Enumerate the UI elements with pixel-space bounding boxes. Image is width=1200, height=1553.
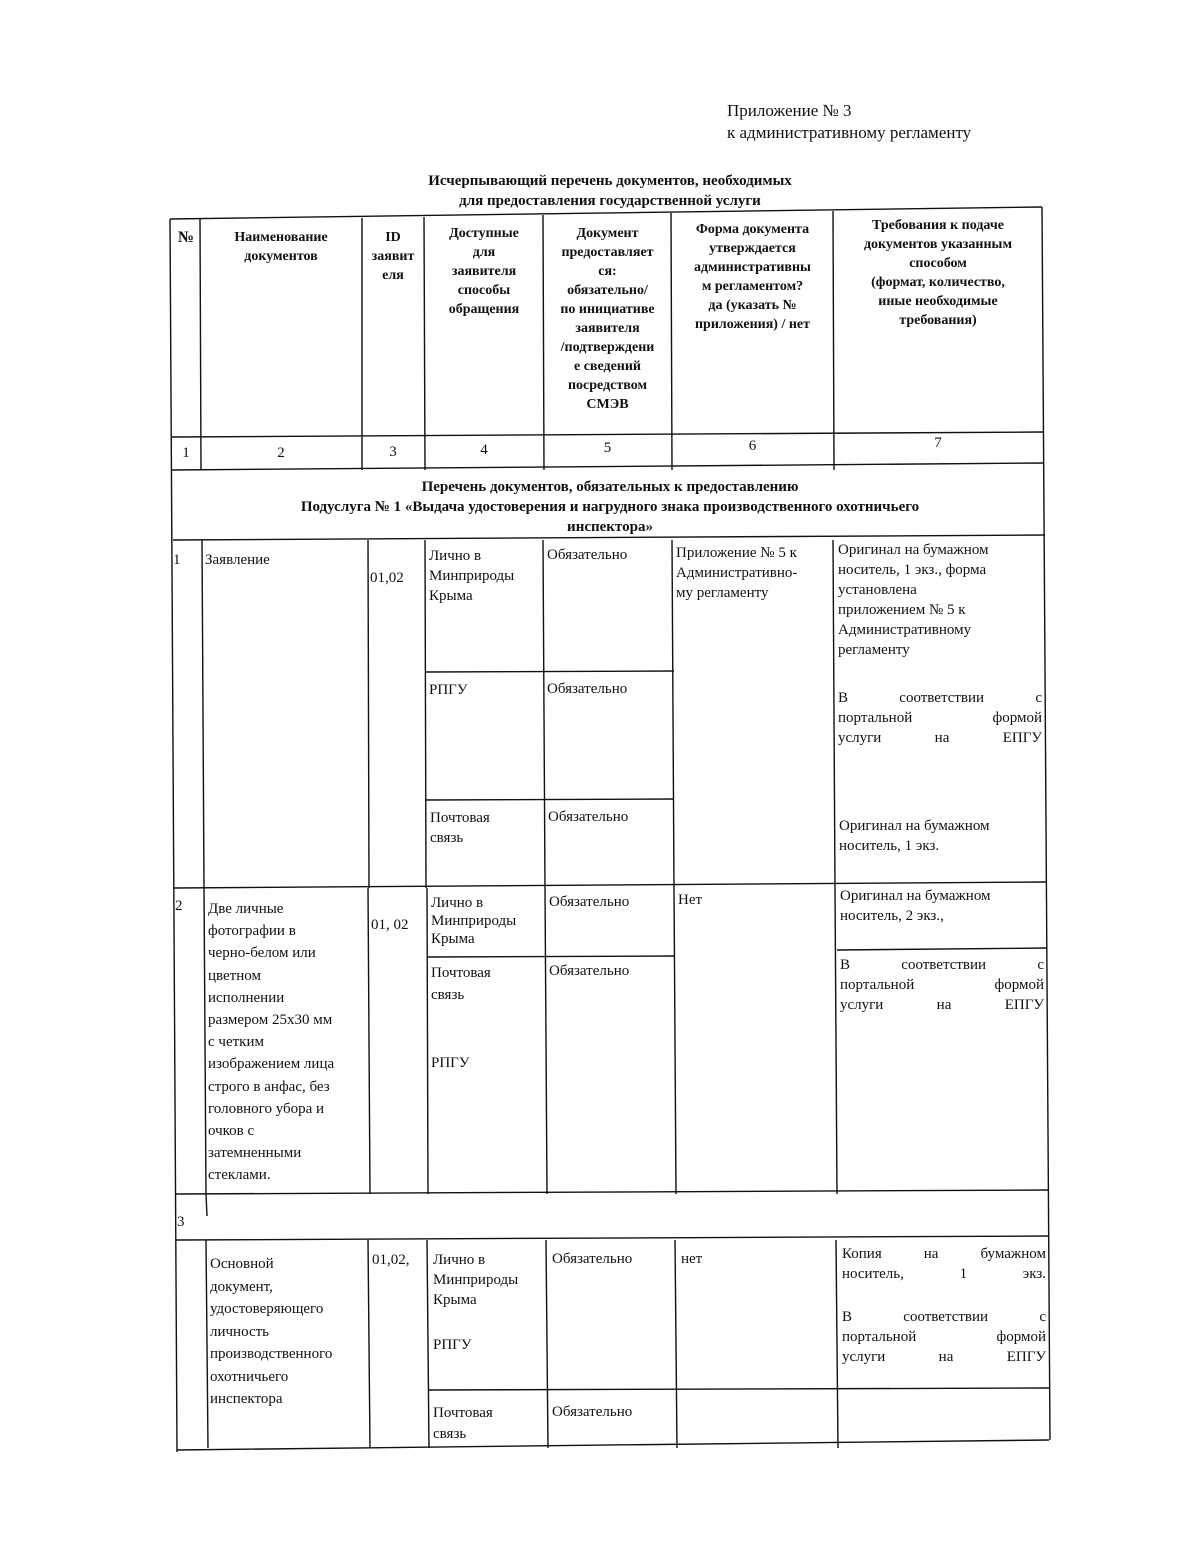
col-header-name: Наименование документов: [234, 230, 328, 264]
row-1-requirement-2: В соответствии с портальной формой услуги на ЕПГУ: [838, 690, 1042, 746]
col-header-number: №: [177, 229, 195, 246]
col-num-5: 5: [603, 440, 612, 456]
col-num-1: 1: [182, 445, 190, 461]
row-2-form: Нет: [678, 892, 703, 908]
row-1-provision-1: Обязательно: [547, 547, 628, 563]
row-1-provision-2: Обязательно: [547, 681, 628, 697]
row-3-requirement-1: Копия на бумажном носитель, 1 экз.: [842, 1246, 1046, 1282]
row-2-provision-1: Обязательно: [549, 894, 630, 910]
row-1-method-rpgu: РПГУ: [429, 682, 468, 698]
row-2-requirement-1: Оригинал на бумажном носитель, 2 экз.,: [840, 888, 991, 924]
row-2-method-rpgu: РПГУ: [431, 1055, 470, 1071]
appendix-number: Приложение № 3: [727, 101, 852, 120]
row-1-number: 1: [173, 552, 181, 568]
appendix-subtitle: к административному регламенту: [727, 123, 972, 142]
row-1-document-name: Заявление: [205, 552, 270, 568]
section-heading-line1: Перечень документов, обязательных к предоставлению: [421, 479, 799, 495]
row-3-method-post: Почтовая связь: [433, 1405, 493, 1442]
row-2-document-name: Две личные фотографии в черно-белом или цветном исполнении размером 25x30 мм с четким изображением лица строго в анфас, без головного убора и очков с затемненными стеклами.: [208, 901, 335, 1184]
col-num-2: 2: [277, 445, 285, 461]
row-2-number: 2: [175, 898, 183, 914]
row-3-method-rpgu: РПГУ: [433, 1337, 472, 1353]
section-heading-line3: инспектора»: [567, 519, 653, 535]
col-num-3: 3: [389, 444, 397, 460]
col-header-requirements: Требования к подаче документов указанным способом (формат, количество, иные необходимые требования): [863, 218, 1013, 328]
document-title-line2: для предоставления государственной услуги: [459, 193, 761, 209]
row-2-provision-2: Обязательно: [549, 963, 630, 979]
col-header-methods: Доступные для заявителя способы обращения: [448, 226, 520, 317]
row-1-form: Приложение № 5 к Административно- му регламенту: [676, 545, 798, 601]
section-heading-line2: Подуслуга № 1 «Выдача удостоверения и нагрудного знака производственного охотничьего: [300, 499, 920, 515]
col-header-id: ID заявит еля: [371, 230, 415, 283]
row-3-id: 01,02,: [372, 1252, 410, 1268]
row-2-method-post: Почтовая связь: [431, 965, 491, 1003]
row-1-method-post: Почтовая связь: [430, 810, 490, 846]
row-1-requirement-3: Оригинал на бумажном носитель, 1 экз.: [839, 818, 990, 854]
row-3-requirement-2: В соответствии с портальной формой услуги на ЕПГУ: [842, 1309, 1046, 1365]
row-3-number: 3: [177, 1214, 185, 1230]
col-header-form: Форма документа утверждается административны м регламентом? да (указать № приложения) / нет: [693, 222, 811, 332]
document-title-line1: Исчерпывающий перечень документов, необходимых: [428, 173, 792, 189]
row-3-form: нет: [681, 1251, 703, 1267]
row-1-method-in-person: Лично в Минприроды Крыма: [429, 548, 515, 604]
row-2-method-in-person: Лично в Минприроды Крыма: [431, 895, 517, 947]
row-2-id: 01, 02: [371, 917, 409, 933]
col-num-7: 7: [934, 435, 942, 451]
row-3-provision-2: Обязательно: [552, 1404, 633, 1420]
row-3-document-name: Основной документ, удостоверяющего личность производственного охотничьего инспектора: [210, 1256, 333, 1407]
row-1-provision-3: Обязательно: [548, 809, 629, 825]
row-2-requirement-2: В соответствии с портальной формой услуги на ЕПГУ: [840, 957, 1044, 1013]
row-1-requirement-1: Оригинал на бумажном носитель, 1 экз., форма установлена приложением № 5 к Административному регламенту: [838, 542, 989, 658]
row-1-id: 01,02: [370, 570, 404, 586]
col-header-provision: Документ предоставляет ся: обязательно/ по инициативе заявителя /подтверждени е сведений посредством СМЭВ: [560, 226, 655, 412]
row-3-provision-1: Обязательно: [552, 1251, 633, 1267]
row-3-method-in-person: Лично в Минприроды Крыма: [433, 1252, 519, 1308]
col-num-6: 6: [748, 438, 757, 454]
col-num-4: 4: [480, 442, 488, 458]
